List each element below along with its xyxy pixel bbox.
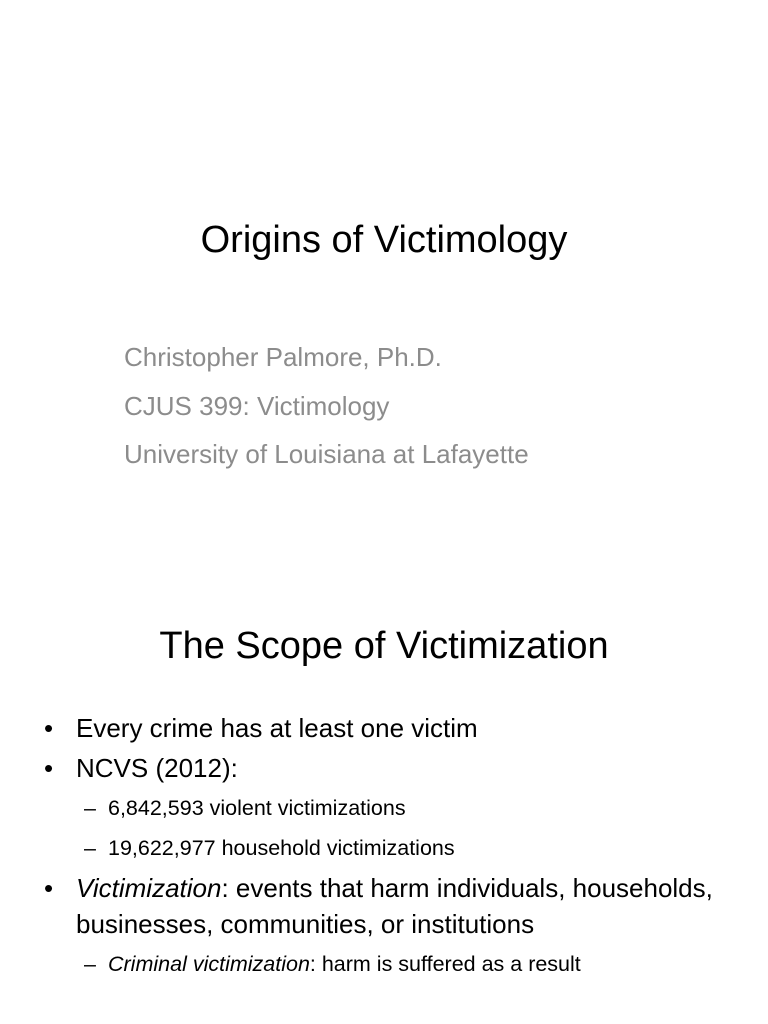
dash-marker: – (84, 952, 96, 976)
sub-bullet-text: 6,842,593 violent victimizations (108, 796, 406, 820)
bullet-item (44, 710, 744, 746)
sub-bullet-item (44, 946, 744, 982)
bullet-list (44, 710, 744, 986)
bullet-item (44, 870, 744, 942)
university-name: University of Louisiana at Lafayette (124, 439, 529, 469)
slide-title-heading: Origins of Victimology (200, 219, 568, 261)
bullet-term: Victimization (76, 873, 222, 903)
sub-bullet-text: 19,622,977 household victimizations (108, 836, 455, 860)
dash-marker: – (84, 836, 96, 860)
bullet-marker: • (44, 873, 54, 903)
bullet-item (44, 750, 744, 786)
slide-scope (0, 576, 768, 1024)
sub-bullet-term: Criminal victimization (108, 952, 310, 976)
sub-bullet-definition: : harm is suffered as a result (309, 952, 581, 976)
bullet-marker: • (44, 713, 54, 743)
sub-bullet-item (44, 790, 744, 826)
dash-marker: – (84, 796, 96, 820)
bullet-marker: • (44, 753, 54, 783)
subtitle-block (124, 333, 744, 479)
slide-scope-heading: The Scope of Victimization (159, 625, 609, 667)
author-name: Christopher Palmore, Ph.D. (124, 342, 442, 372)
sub-bullet-item (44, 830, 744, 866)
course-name: CJUS 399: Victimology (124, 390, 390, 421)
bullet-text: Every crime has at least one victim (76, 713, 478, 743)
bullet-definition: : events that harm individuals, households, businesses, communities, or institutions (76, 873, 713, 939)
bullet-text: NCVS (2012): (76, 753, 238, 783)
